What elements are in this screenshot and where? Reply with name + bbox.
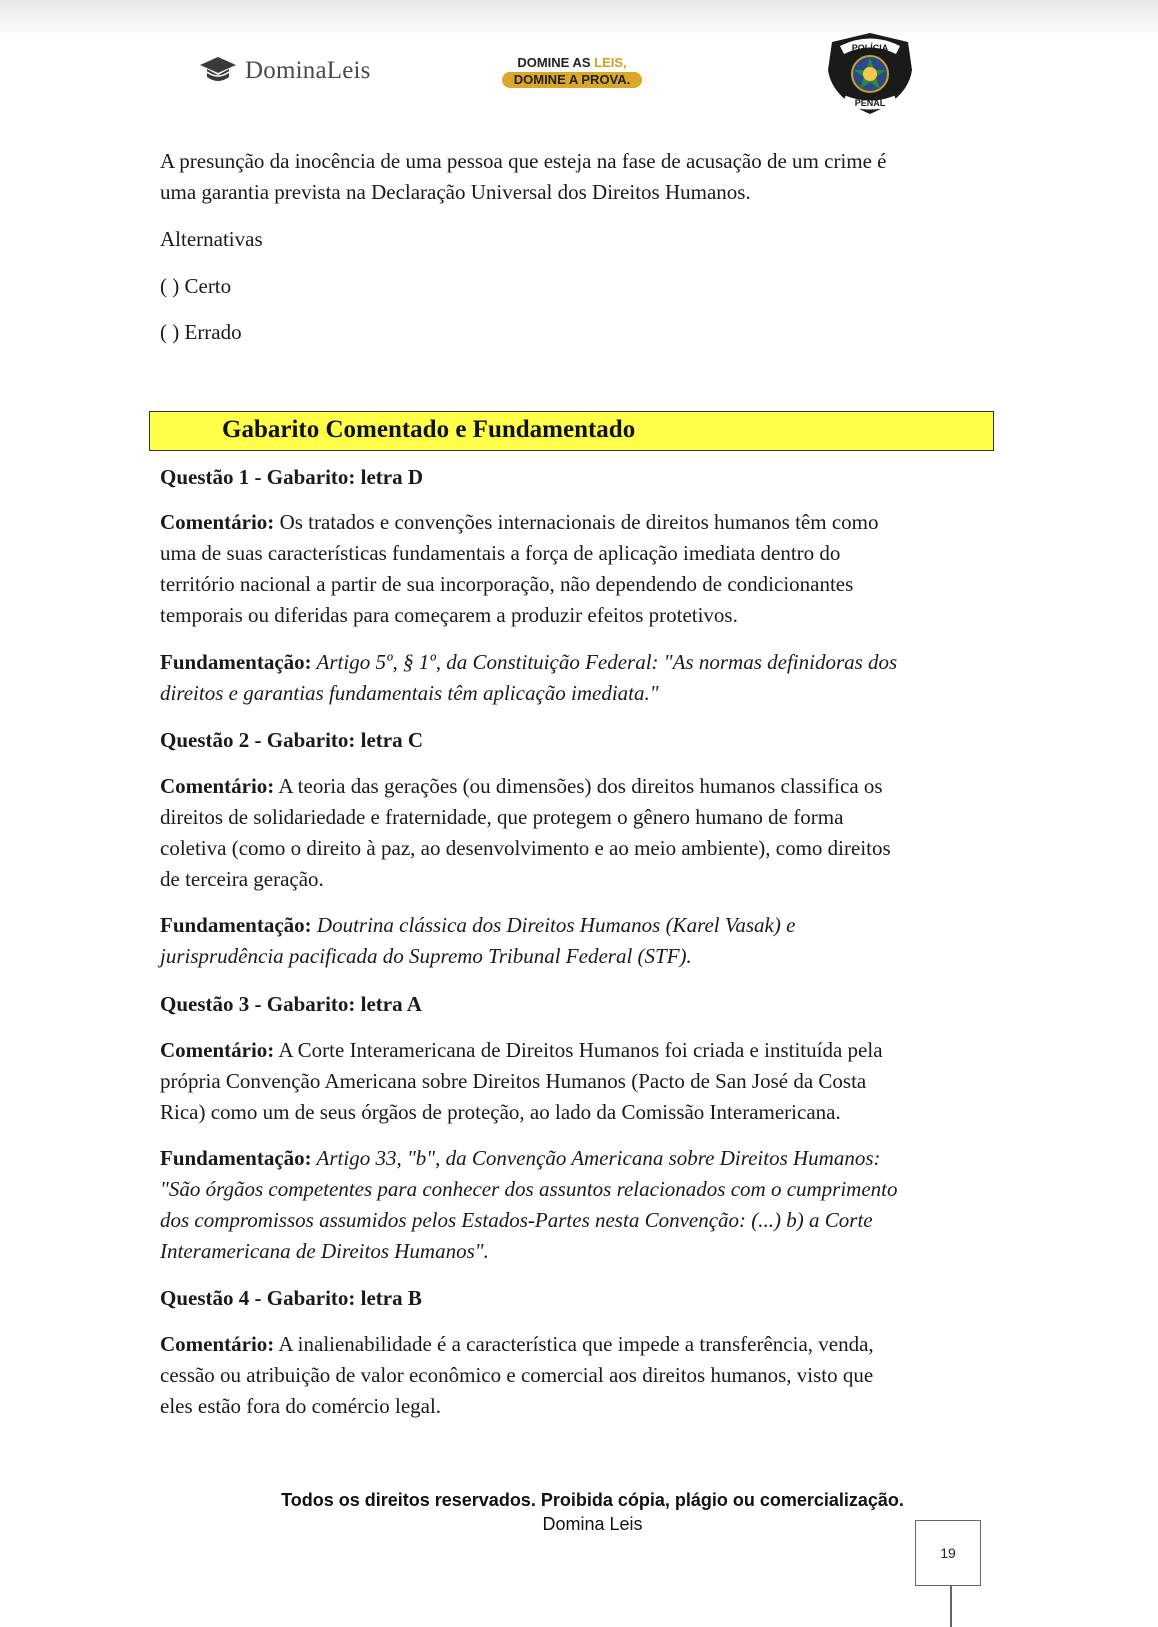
basis-line: Interamericana de Direitos Humanos".	[160, 1239, 489, 1263]
basis-line: Doutrina clássica dos Direitos Humanos (Karel Vasak) e	[311, 913, 796, 937]
slogan-highlight: LEIS,	[594, 55, 627, 70]
basis-label: Fundamentação:	[160, 913, 312, 937]
statement-line: uma garantia prevista na Declaração Universal dos Direitos Humanos.	[160, 180, 751, 204]
badge-top-text: POLÍCIA	[851, 43, 889, 53]
basis-line: Artigo 5º, § 1º, da Constituição Federal: "As normas definidoras dos	[311, 650, 898, 674]
basis-line: dos compromissos assumidos pelos Estados-Partes nesta Convenção: (...) b) a Corte	[160, 1208, 873, 1232]
slogan-line-2: DOMINE A PROVA.	[502, 72, 643, 88]
comment-line: temporais ou diferidas para começarem a produzir efeitos protetivos.	[160, 603, 738, 627]
basis-label: Fundamentação:	[160, 650, 312, 674]
comment-label: Comentário:	[160, 774, 275, 798]
comment-line: A teoria das gerações (ou dimensões) dos direitos humanos classifica os	[274, 774, 883, 798]
slogan-text: DOMINE AS	[517, 55, 595, 70]
question-1-comment	[160, 507, 990, 631]
page-header	[0, 0, 1158, 125]
question-1-heading: Questão 1 - Gabarito: letra D	[160, 465, 424, 489]
comment-line: território nacional a partir de sua incorporação, não dependendo de condicionantes	[160, 572, 854, 596]
brand-name: DominaLeis	[245, 57, 371, 84]
basis-line: jurisprudência pacificada do Supremo Tribunal Federal (STF).	[160, 944, 692, 968]
graduation-cap-icon	[199, 55, 237, 87]
brand-logo	[199, 55, 371, 87]
footer-rights: Todos os direitos reservados. Proibida cópia, plágio ou comercialização.	[281, 1490, 904, 1510]
statement-line: A presunção da inocência de uma pessoa que esteja na fase de acusação de um crime é	[160, 149, 887, 173]
option-certo[interactable]: ( ) Certo	[160, 274, 232, 298]
question-2-comment	[160, 771, 990, 895]
comment-line: A Corte Interamericana de Direitos Humanos foi criada e instituída pela	[274, 1038, 883, 1062]
question-2-heading: Questão 2 - Gabarito: letra C	[160, 728, 424, 752]
option-errado[interactable]: ( ) Errado	[160, 320, 242, 344]
comment-line: direitos de solidariedade e fraternidade, que protegem o gênero humano de forma	[160, 805, 844, 829]
basis-line: Artigo 33, "b", da Convenção Americana sobre Direitos Humanos:	[311, 1146, 881, 1170]
question-4-comment	[160, 1329, 990, 1422]
comment-label: Comentário:	[160, 1332, 275, 1356]
badge-bottom-text: PENAL	[854, 98, 886, 108]
comment-line: Os tratados e convenções internacionais de direitos humanos têm como	[274, 510, 879, 534]
gabarito-title-box	[149, 411, 994, 451]
slogan-line-1	[487, 55, 657, 71]
comment-line: de terceira geração.	[160, 867, 324, 891]
question-3-comment	[160, 1035, 990, 1128]
question-4-heading: Questão 4 - Gabarito: letra B	[160, 1286, 422, 1310]
question-3-basis	[160, 1143, 990, 1267]
gabarito-title: Gabarito Comentado e Fundamentado	[222, 416, 636, 443]
comment-line: coletiva (como o direito à paz, ao desenvolvimento e ao meio ambiente), como direitos	[160, 836, 891, 860]
question-3-heading: Questão 3 - Gabarito: letra A	[160, 992, 422, 1016]
slogan	[487, 55, 657, 89]
alternatives-label: Alternativas	[160, 227, 263, 251]
question-1-basis	[160, 647, 990, 709]
page-number: 19	[915, 1520, 981, 1586]
basis-line: direitos e garantias fundamentais têm aplicação imediata."	[160, 681, 659, 705]
question-statement	[160, 146, 990, 208]
footer-brand: Domina Leis	[542, 1514, 643, 1534]
comment-line: Rica) como um de seus órgãos de proteção, ao lado da Comissão Interamericana.	[160, 1100, 841, 1124]
comment-line: A inalienabilidade é a característica que impede a transferência, venda,	[274, 1332, 874, 1356]
comment-line: própria Convenção Americana sobre Direitos Humanos (Pacto de San José da Costa	[160, 1069, 867, 1093]
basis-line: "São órgãos competentes para conhecer dos assuntos relacionados com o cumprimento	[160, 1177, 898, 1201]
question-2-basis	[160, 910, 990, 972]
page-number-line	[950, 1586, 952, 1627]
basis-label: Fundamentação:	[160, 1146, 312, 1170]
comment-line: uma de suas características fundamentais a força de aplicação imediata dentro do	[160, 541, 841, 565]
comment-label: Comentário:	[160, 510, 275, 534]
page-footer	[0, 1488, 1158, 1536]
policia-penal-badge-icon	[820, 30, 920, 118]
comment-line: eles estão fora do comércio legal.	[160, 1394, 442, 1418]
comment-line: cessão ou atribuição de valor econômico e comercial aos direitos humanos, visto que	[160, 1363, 874, 1387]
comment-label: Comentário:	[160, 1038, 275, 1062]
